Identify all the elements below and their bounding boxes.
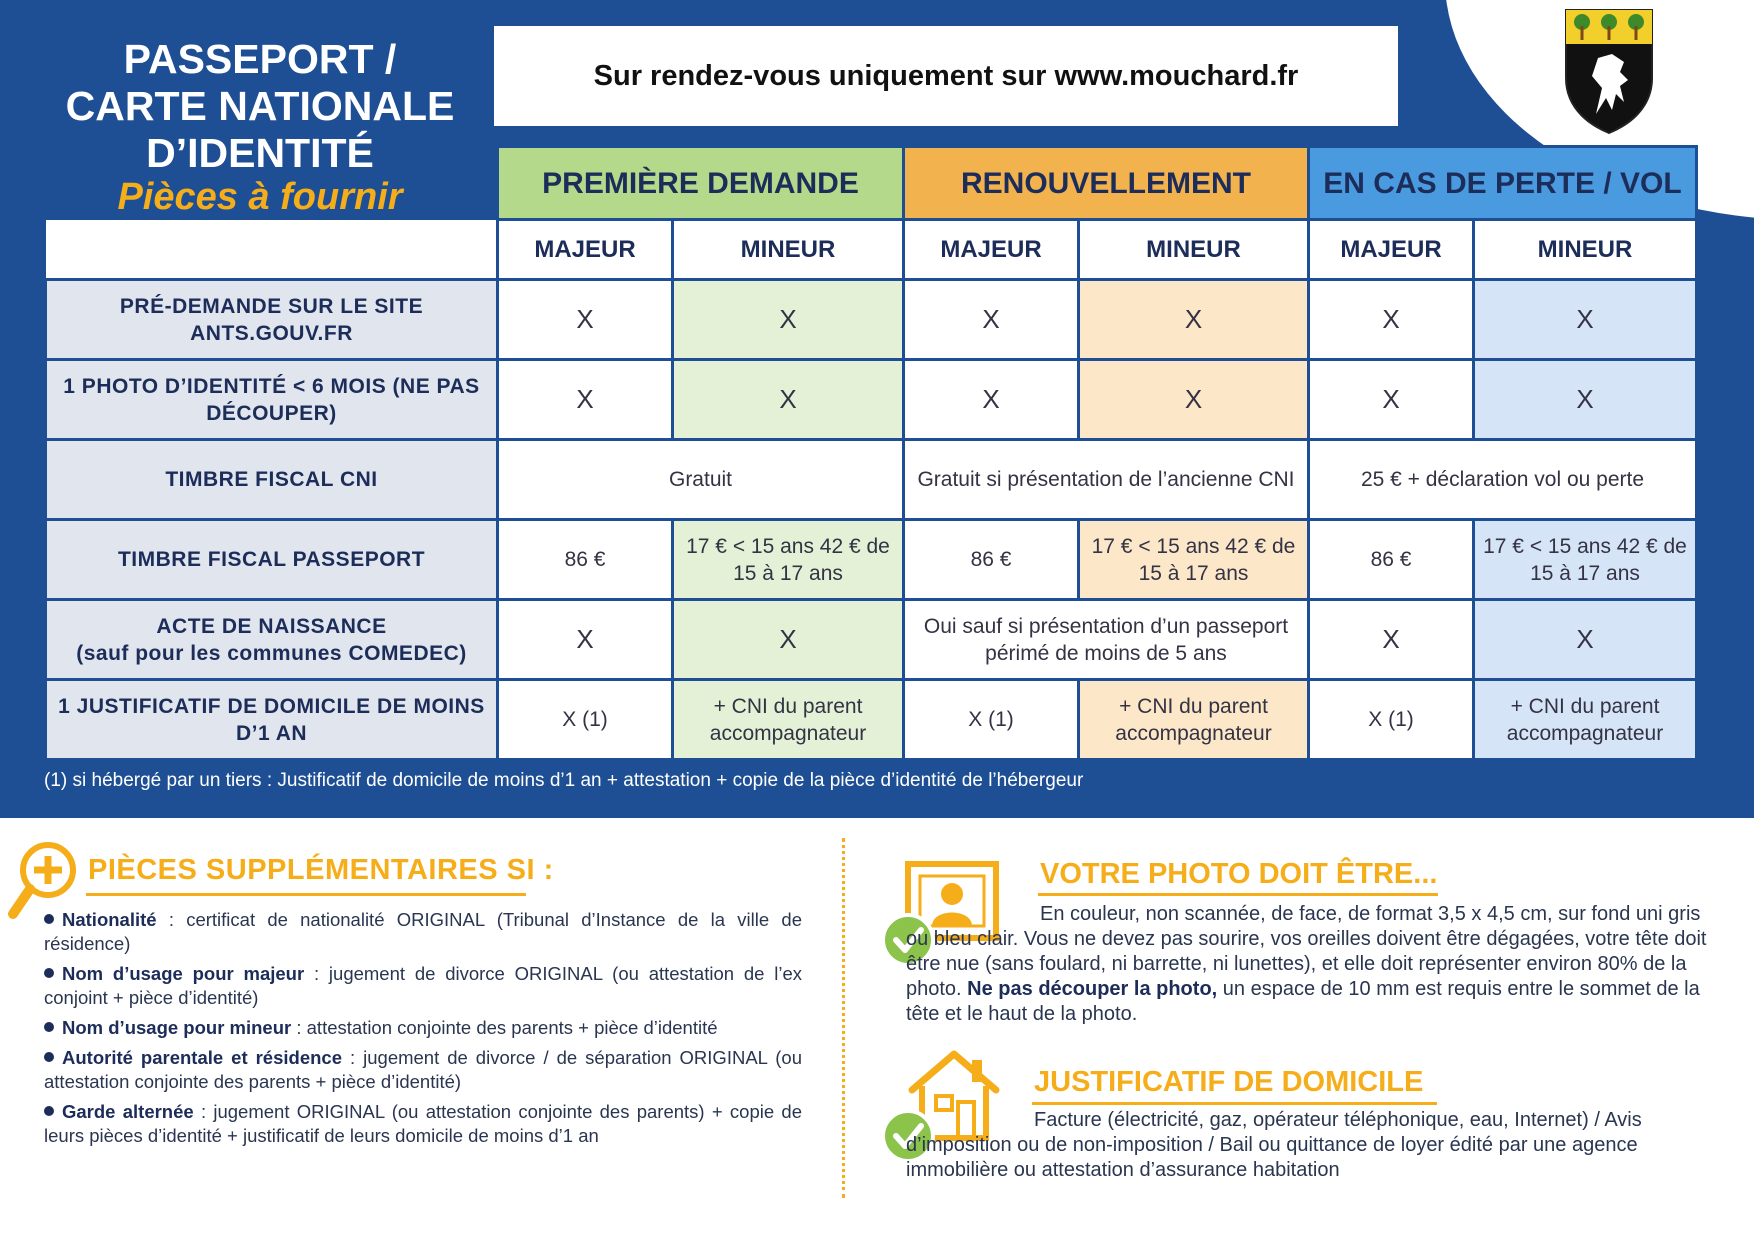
row-label: 1 JUSTIFICATIF DE DOMICILE DE MOINS D’1 AN <box>46 680 498 760</box>
item-text: : jugement de divorce / de séparation ORIGINAL (ou attestation conjointe des parents + pièce d’identité) <box>44 1047 803 1092</box>
row-label: TIMBRE FISCAL PASSEPORT <box>46 520 498 600</box>
section-divider <box>842 838 845 1198</box>
age-header-minor: MINEUR <box>673 220 904 280</box>
photo-text-part: un espace de 10 mm est requis entre le sommet de la tête et le haut de la photo. <box>906 978 1700 1025</box>
table-cell: X (1) <box>498 680 673 760</box>
item-term: Nom d’usage pour majeur <box>62 963 305 984</box>
list-item <box>44 962 802 1010</box>
table-corner <box>46 220 498 280</box>
age-header-major: MAJEUR <box>1309 220 1474 280</box>
row-label: TIMBRE FISCAL CNI <box>46 440 498 520</box>
table-cell: 86 € <box>498 520 673 600</box>
title-line: PASSEPORT / <box>123 36 397 82</box>
item-text: : certificat de nationalité ORIGINAL (Tribunal d’Instance de la ville de résidence) <box>44 909 802 954</box>
row-label: PRÉ-DEMANDE SUR LE SITE ANTS.GOUV.FR <box>46 280 498 360</box>
item-text: : jugement ORIGINAL (ou attestation conjointe des parents) + copie de leurs pièces d’identité + justificatif de leurs domicile de moins d’1 an <box>44 1101 802 1146</box>
row-label <box>46 600 498 680</box>
table-cell: + CNI du parent accompagnateur <box>673 680 904 760</box>
table-cell: X <box>1474 360 1697 440</box>
table-cell: X <box>1474 600 1697 680</box>
table-cell: X <box>673 360 904 440</box>
item-text: : jugement de divorce ORIGINAL (ou attestation de l’ex conjoint + pièce d’identité) <box>44 963 802 1008</box>
table-cell: X <box>1309 600 1474 680</box>
domicile-section-title: JUSTIFICATIF DE DOMICILE <box>1034 1066 1424 1098</box>
photo-requirements-text <box>906 902 1726 1027</box>
group-header-first-request: PREMIÈRE DEMANDE <box>498 147 904 220</box>
photo-text-bold: Ne pas découper la photo, <box>967 978 1218 1000</box>
table-cell: X <box>673 280 904 360</box>
table-cell: X (1) <box>1309 680 1474 760</box>
bullet-icon <box>44 968 54 978</box>
table-cell: X <box>498 280 673 360</box>
appointment-banner: Sur rendez-vous uniquement sur www.mouchard.fr <box>494 26 1398 126</box>
item-text: : attestation conjointe des parents + pièce d’identité <box>291 1017 718 1038</box>
photo-section-title: VOTRE PHOTO DOIT ÊTRE... <box>1040 858 1438 890</box>
row-label-main: ACTE DE NAISSANCE <box>156 614 387 638</box>
row-label-sub: (sauf pour les communes COMEDEC) <box>76 641 467 665</box>
bullet-icon <box>44 1052 54 1062</box>
title-underline <box>86 893 526 896</box>
title-underline <box>1038 893 1438 896</box>
table-cell-merged: Oui sauf si présentation d’un passeport périmé de moins de 5 ans <box>904 600 1309 680</box>
table-cell: 17 € < 15 ans 42 € de 15 à 17 ans <box>1079 520 1309 600</box>
table-cell: 86 € <box>1309 520 1474 600</box>
group-header-renewal: RENOUVELLEMENT <box>904 147 1309 220</box>
table-cell: + CNI du parent accompagnateur <box>1079 680 1309 760</box>
bullet-icon <box>44 1106 54 1116</box>
item-term: Nom d’usage pour mineur <box>62 1017 292 1038</box>
title-line: D’IDENTITÉ <box>146 130 374 176</box>
table-cell: X <box>1309 360 1474 440</box>
table-corner <box>46 147 498 220</box>
table-cell: X <box>1474 280 1697 360</box>
table-row <box>46 360 1697 440</box>
age-header-major: MAJEUR <box>498 220 673 280</box>
table-cell: + CNI du parent accompagnateur <box>1474 680 1697 760</box>
table-cell-merged: 25 € + déclaration vol ou perte <box>1309 440 1697 520</box>
table-row <box>46 680 1697 760</box>
bullet-icon <box>44 914 54 924</box>
page-subtitle: Pièces à fournir <box>117 176 403 218</box>
table-cell: X <box>1079 280 1309 360</box>
table-cell: X (1) <box>904 680 1079 760</box>
title-underline <box>1032 1102 1437 1105</box>
list-item <box>44 908 802 956</box>
table-cell: 17 € < 15 ans 42 € de 15 à 17 ans <box>673 520 904 600</box>
supplementary-list <box>44 908 802 1154</box>
table-cell: X <box>1079 360 1309 440</box>
table-row <box>46 440 1697 520</box>
list-item <box>44 1016 802 1040</box>
age-header-major: MAJEUR <box>904 220 1079 280</box>
table-row <box>46 280 1697 360</box>
supplementary-title: PIÈCES SUPPLÉMENTAIRES SI : <box>88 854 554 886</box>
item-term: Garde alternée <box>62 1101 194 1122</box>
bullet-icon <box>44 1022 54 1032</box>
city-crest-logo <box>1562 6 1656 136</box>
table-cell: X <box>904 280 1079 360</box>
list-item <box>44 1100 802 1148</box>
item-term: Autorité parentale et résidence <box>62 1047 342 1068</box>
row-label: 1 PHOTO D’IDENTITÉ < 6 MOIS (NE PAS DÉCOUPER) <box>46 360 498 440</box>
table-cell: X <box>1309 280 1474 360</box>
list-item <box>44 1046 802 1094</box>
table-row <box>46 520 1697 600</box>
table-footnote: (1) si hébergé par un tiers : Justificatif de domicile de moins d’1 an + attestation + copie de la pièce d’identité de l’hébergeur <box>44 770 1084 791</box>
documents-table <box>44 145 1698 761</box>
table-cell: X <box>498 360 673 440</box>
title-line: CARTE NATIONALE <box>65 83 455 129</box>
table-cell-merged: Gratuit si présentation de l’ancienne CNI <box>904 440 1309 520</box>
table-row <box>46 600 1697 680</box>
domicile-requirements-text: Facture (électricité, gaz, opérateur téléphonique, eau, Internet) / Avis d’imposition ou de non-imposition / Bail ou quittance de loyer édité par une agence immobilière ou attestation d’assurance habitation <box>906 1109 1642 1181</box>
table-cell: 86 € <box>904 520 1079 600</box>
group-header-loss-theft: EN CAS DE PERTE / VOL <box>1309 147 1697 220</box>
table-cell: X <box>904 360 1079 440</box>
item-term: Nationalité <box>62 909 157 930</box>
table-cell-merged: Gratuit <box>498 440 904 520</box>
table-cell: 17 € < 15 ans 42 € de 15 à 17 ans <box>1474 520 1697 600</box>
table-cell: X <box>498 600 673 680</box>
table-cell: X <box>673 600 904 680</box>
photo-text-part: En couleur, non scannée, de face, de format 3,5 x 4,5 cm, sur fond uni gris ou bleu clair. Vous ne devez pas sourire, vos oreilles doivent être dégagées, votre tête doit être nue (sans foulard, ni barrette, ni lunettes), et elle doit représenter environ 80% de la photo. <box>906 903 1707 1000</box>
age-header-minor: MINEUR <box>1079 220 1309 280</box>
age-header-minor: MINEUR <box>1474 220 1697 280</box>
